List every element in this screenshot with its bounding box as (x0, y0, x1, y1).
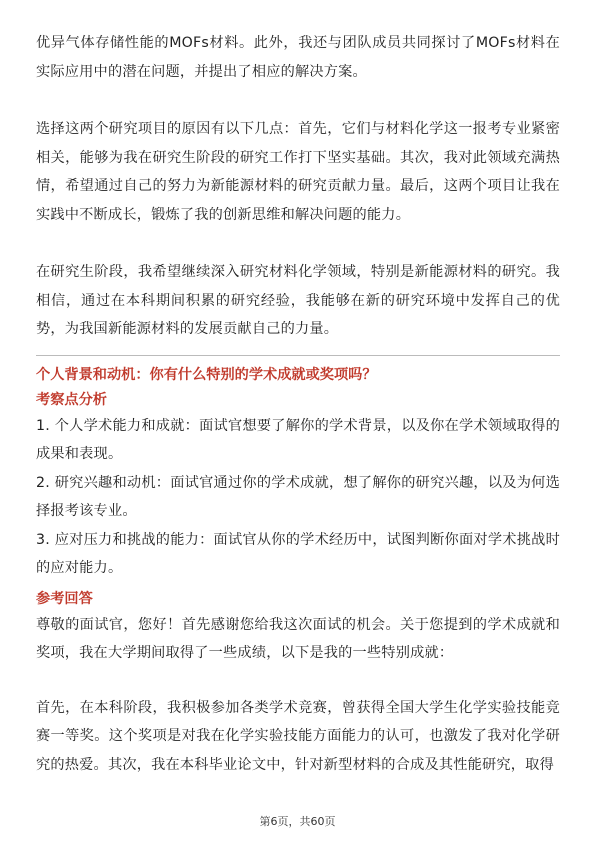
answer-heading: 参考回答 (36, 590, 93, 607)
body-paragraph: 在研究生阶段，我希望继续深入研究材料化学领域，特别是新能源材料的研究。我相信，通过在本科期间积累的研究经验，我能够在新的研究环境中发挥自己的优势，为我国新能源材料的发展贡献自己的力量。 (36, 264, 560, 337)
page-number: 第6页，共60页 (259, 815, 336, 828)
question-title: 个人背景和动机：你有什么特别的学术成就或奖项吗？ (36, 366, 377, 383)
paragraph-gap (36, 668, 560, 694)
body-paragraph: 选择这两个研究项目的原因有以下几点：首先，它们与材料化学这一报考专业紧密相关，能够为我在研究生阶段的研究工作打下坚实基础。其次，我对此领域充满热情，希望通过自己的努力为新能源材料的研究贡献力量。最后，这两个项目让我在实践中不断成长，锻炼了我的创新思维和解决问题的能力。 (36, 121, 560, 223)
section-divider (36, 355, 560, 356)
analysis-heading: 考察点分析 (36, 391, 107, 408)
analysis-point: 2. 研究兴趣和动机：面试官通过你的学术成就，想了解你的研究兴趣，以及为何选择报考该专业。 (36, 474, 560, 519)
body-paragraph: 优异气体存储性能的MOFs材料。此外，我还与团队成员共同探讨了MOFs材料在实际应用中的潜在问题，并提出了相应的解决方案。 (36, 35, 560, 80)
analysis-point: 3. 应对压力和挑战的能力：面试官从你的学术经历中，试图判断你面对学术挑战时的应对能力。 (36, 531, 560, 576)
page-content (36, 29, 560, 779)
paragraph-gap (36, 86, 560, 115)
answer-paragraph: 首先，在本科阶段，我积极参加各类学术竞赛，曾获得全国大学生化学实验技能竞赛一等奖。这个奖项是对我在化学实验技能方面能力的认可，也激发了我对化学研究的热爱。其次，我在本科毕业论文中，针对新型材料的合成及其性能研究，取得 (36, 699, 560, 773)
answer-paragraph: 尊敬的面试官，您好！首先感谢您给我这次面试的机会。关于您提到的学术成就和奖项，我在大学期间取得了一些成绩，以下是我的一些特别成就： (36, 616, 560, 661)
paragraph-gap (36, 229, 560, 258)
analysis-point: 1. 个人学术能力和成就：面试官想要了解你的学术背景，以及你在学术领域取得的成果和表现。 (36, 417, 560, 462)
